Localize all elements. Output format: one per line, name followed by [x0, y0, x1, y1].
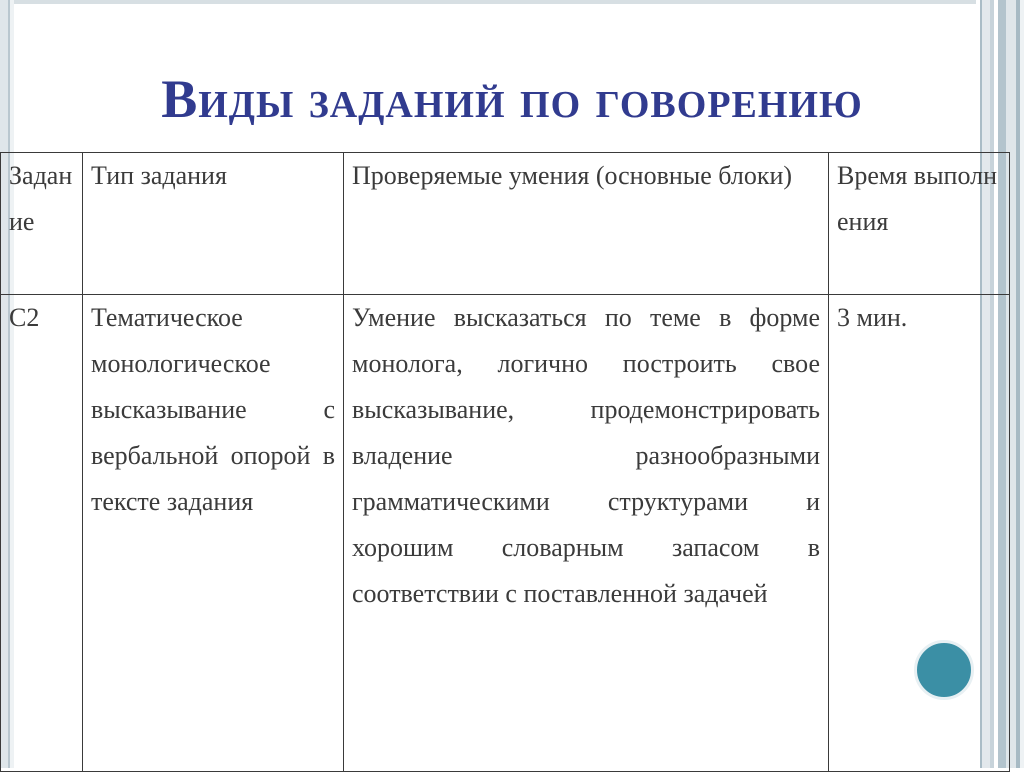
header-skills: Проверяемые умения (основные блоки) [344, 153, 829, 295]
table-header-row [1, 153, 1010, 295]
row-skills: Умение высказаться по теме в форме монолога, логично построить свое высказывание, продемонстрировать владение разнообразными грамматическими структурами и хорошим словарным запасом в соответствии с поставленной задачей [344, 295, 829, 772]
header-task: Задание [1, 153, 83, 295]
decorative-circle [914, 640, 974, 700]
header-task-type: Тип задания [83, 153, 344, 295]
slide-frame-top [0, 0, 1024, 4]
table-row [1, 295, 1010, 772]
row-task: С2 [1, 295, 83, 772]
row-task-type: Тематическое монологическое высказывание с вербальной опорой в тексте задания [83, 295, 344, 772]
row-time: 3 мин. [829, 295, 1010, 772]
slide-title: Виды заданий по говорению [161, 69, 863, 129]
header-time: Время выполнения [829, 153, 1010, 295]
tasks-table [0, 152, 1010, 772]
